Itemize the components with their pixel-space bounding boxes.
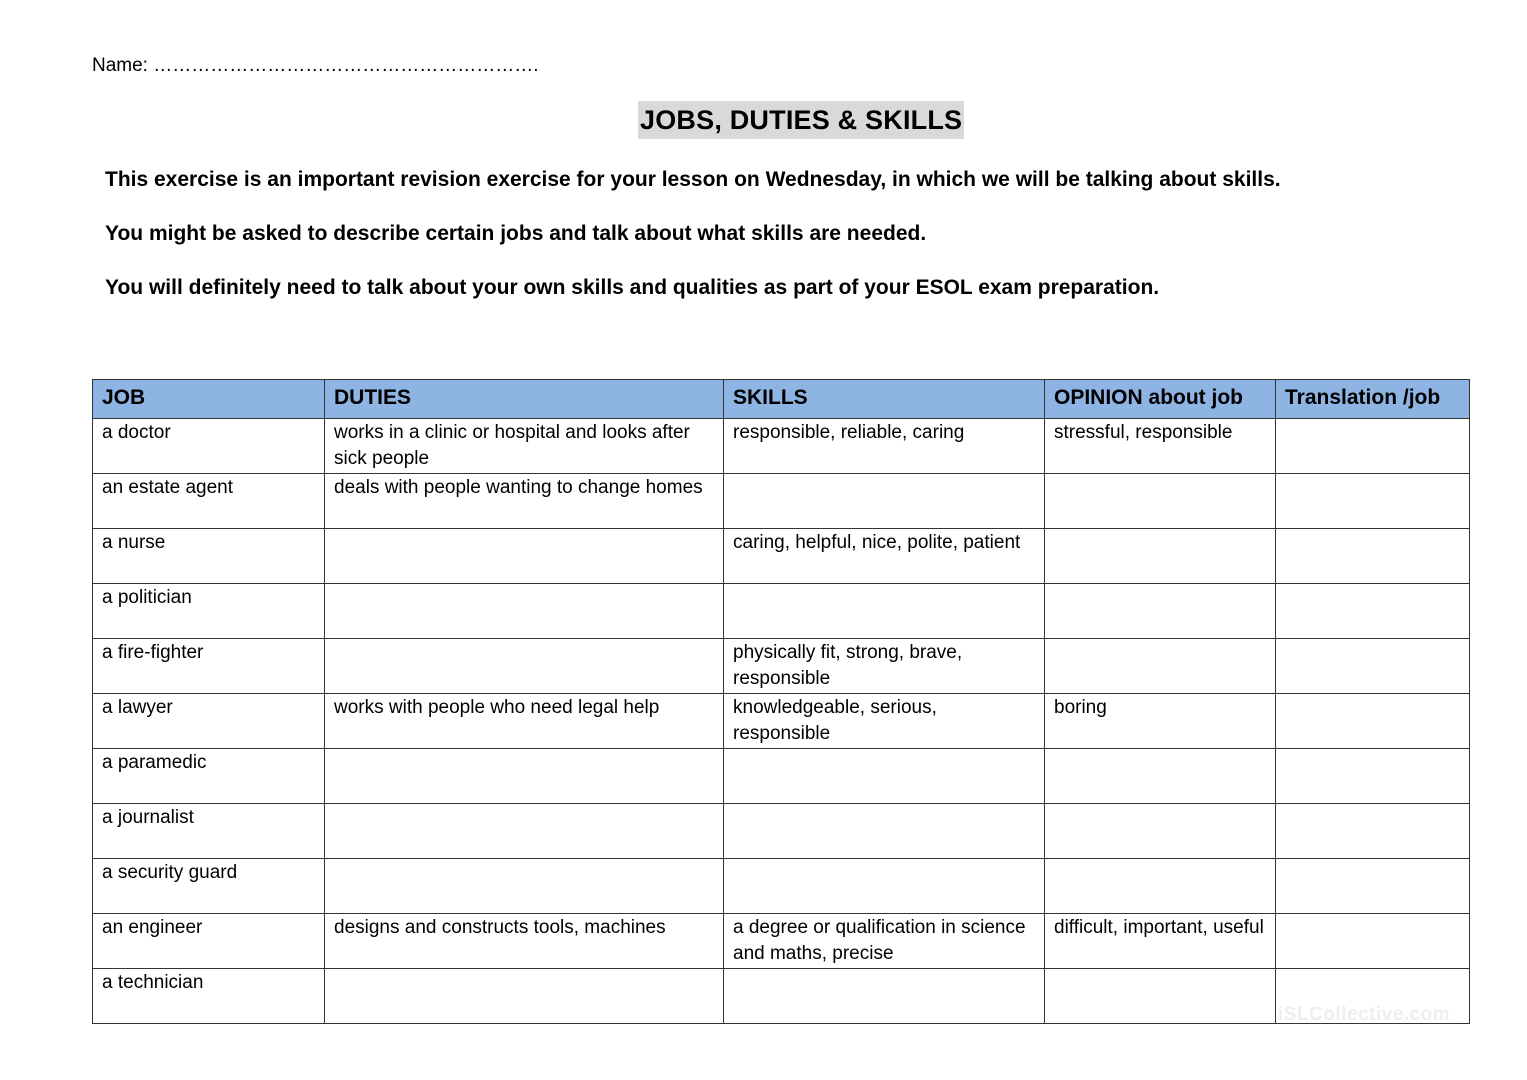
cell-duties[interactable]: designs and constructs tools, machines bbox=[325, 914, 724, 969]
cell-opinion[interactable]: stressful, responsible bbox=[1045, 419, 1276, 474]
jobs-table bbox=[92, 379, 1470, 1024]
cell-opinion[interactable] bbox=[1045, 749, 1276, 804]
cell-skills[interactable] bbox=[724, 584, 1045, 639]
cell-job: a politician bbox=[93, 584, 325, 639]
cell-translation[interactable] bbox=[1276, 694, 1470, 749]
cell-job: a nurse bbox=[93, 529, 325, 584]
cell-skills[interactable] bbox=[724, 859, 1045, 914]
table-row bbox=[93, 474, 1470, 529]
cell-translation[interactable] bbox=[1276, 914, 1470, 969]
cell-duties[interactable]: deals with people wanting to change homes bbox=[325, 474, 724, 529]
cell-duties[interactable] bbox=[325, 529, 724, 584]
cell-opinion[interactable]: boring bbox=[1045, 694, 1276, 749]
cell-job: a journalist bbox=[93, 804, 325, 859]
cell-job: a technician bbox=[93, 969, 325, 1024]
intro-paragraph-2: You might be asked to describe certain jobs and talk about what skills are needed. bbox=[105, 222, 927, 245]
table-row bbox=[93, 584, 1470, 639]
table-row bbox=[93, 859, 1470, 914]
cell-translation[interactable] bbox=[1276, 419, 1470, 474]
cell-opinion[interactable] bbox=[1045, 639, 1276, 694]
cell-skills[interactable]: knowledgeable, serious, responsible bbox=[724, 694, 1045, 749]
cell-job: an engineer bbox=[93, 914, 325, 969]
cell-job: a paramedic bbox=[93, 749, 325, 804]
table-row bbox=[93, 639, 1470, 694]
name-line: Name: ……………………………………………………. bbox=[92, 55, 539, 76]
cell-duties[interactable]: works in a clinic or hospital and looks after sick people bbox=[325, 419, 724, 474]
cell-duties[interactable] bbox=[325, 584, 724, 639]
watermark: iSLCollective.com bbox=[1278, 1004, 1451, 1025]
intro-paragraph-3: You will definitely need to talk about your own skills and qualities as part of your ESOL exam preparation. bbox=[105, 276, 1160, 299]
table-row bbox=[93, 914, 1470, 969]
header-job: JOB bbox=[93, 380, 325, 419]
cell-job: a doctor bbox=[93, 419, 325, 474]
cell-skills[interactable] bbox=[724, 749, 1045, 804]
cell-duties[interactable]: works with people who need legal help bbox=[325, 694, 724, 749]
cell-job: a security guard bbox=[93, 859, 325, 914]
cell-translation[interactable] bbox=[1276, 804, 1470, 859]
table-row bbox=[93, 419, 1470, 474]
table-row bbox=[93, 804, 1470, 859]
cell-skills[interactable] bbox=[724, 969, 1045, 1024]
cell-skills[interactable]: physically fit, strong, brave, responsible bbox=[724, 639, 1045, 694]
cell-job: a fire-fighter bbox=[93, 639, 325, 694]
cell-translation[interactable] bbox=[1276, 584, 1470, 639]
table-header-row bbox=[93, 380, 1470, 419]
cell-translation[interactable] bbox=[1276, 474, 1470, 529]
cell-skills[interactable]: caring, helpful, nice, polite, patient bbox=[724, 529, 1045, 584]
table-row bbox=[93, 529, 1470, 584]
cell-opinion[interactable] bbox=[1045, 859, 1276, 914]
cell-translation[interactable] bbox=[1276, 529, 1470, 584]
cell-job: an estate agent bbox=[93, 474, 325, 529]
cell-duties[interactable] bbox=[325, 749, 724, 804]
cell-job: a lawyer bbox=[93, 694, 325, 749]
cell-skills[interactable] bbox=[724, 804, 1045, 859]
cell-translation[interactable] bbox=[1276, 859, 1470, 914]
header-opinion: OPINION about job bbox=[1045, 380, 1276, 419]
cell-duties[interactable] bbox=[325, 804, 724, 859]
cell-opinion[interactable] bbox=[1045, 529, 1276, 584]
header-translation: Translation /job bbox=[1276, 380, 1470, 419]
cell-translation[interactable] bbox=[1276, 639, 1470, 694]
table-row bbox=[93, 694, 1470, 749]
cell-skills[interactable] bbox=[724, 474, 1045, 529]
intro-paragraph-1: This exercise is an important revision exercise for your lesson on Wednesday, in which we will be talking about skills. bbox=[105, 168, 1281, 191]
cell-skills[interactable]: a degree or qualification in science and maths, precise bbox=[724, 914, 1045, 969]
cell-duties[interactable] bbox=[325, 969, 724, 1024]
cell-opinion[interactable] bbox=[1045, 969, 1276, 1024]
cell-translation[interactable] bbox=[1276, 749, 1470, 804]
table-row bbox=[93, 749, 1470, 804]
cell-duties[interactable] bbox=[325, 859, 724, 914]
page-title: JOBS, DUTIES & SKILLS bbox=[638, 101, 964, 139]
cell-opinion[interactable] bbox=[1045, 804, 1276, 859]
cell-opinion[interactable] bbox=[1045, 584, 1276, 639]
cell-skills[interactable]: responsible, reliable, caring bbox=[724, 419, 1045, 474]
header-skills: SKILLS bbox=[724, 380, 1045, 419]
cell-opinion[interactable]: difficult, important, useful bbox=[1045, 914, 1276, 969]
table-row bbox=[93, 969, 1470, 1024]
cell-duties[interactable] bbox=[325, 639, 724, 694]
cell-opinion[interactable] bbox=[1045, 474, 1276, 529]
header-duties: DUTIES bbox=[325, 380, 724, 419]
